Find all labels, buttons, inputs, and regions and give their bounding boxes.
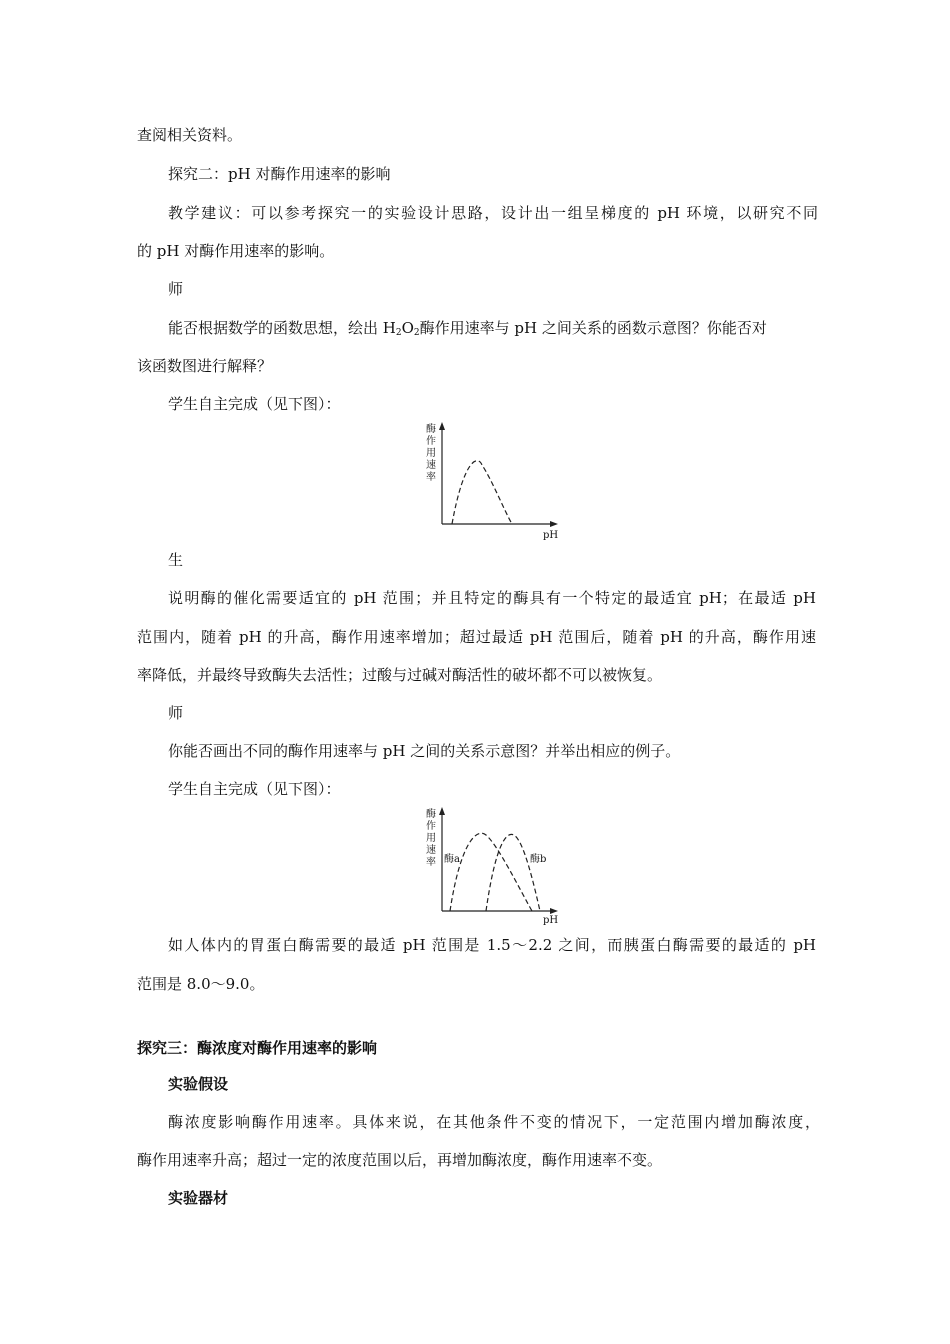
y-label-char: 酶	[426, 424, 436, 435]
text-line: 酶浓度影响酶作用速率。具体来说，在其他条件不变的情况下，一定范围内增加酶浓度，	[168, 1113, 820, 1131]
text-line: 率降低，并最终导致酶失去活性；过酸与过碱对酶活性的破坏都不可以被恢复。	[137, 666, 663, 684]
text-line: 如人体内的胃蛋白酶需要的最适 pH 范围是 1.5～2.2 之间，而胰蛋白酶需要的最适的 pH	[168, 936, 816, 954]
label-enzyme-b: 酶b	[530, 854, 547, 865]
text-line: 范围是 8.0～9.0。	[137, 975, 265, 993]
text-line: 查阅相关资料。	[137, 126, 243, 144]
y-label-char: 酶	[426, 809, 436, 820]
y-axis-arrow	[439, 807, 445, 815]
text-line: 教学建议：可以参考探究一的实验设计思路，设计出一组呈梯度的 pH 环境，以研究不同	[168, 204, 818, 222]
y-label-char: 率	[426, 857, 436, 868]
x-axis-arrow	[550, 908, 558, 914]
ph-rate-figure-single	[420, 420, 570, 542]
subheading-materials: 实验器材	[168, 1189, 229, 1207]
x-axis-label: pH	[543, 530, 559, 541]
speaker-teacher: 师	[168, 704, 184, 722]
text-line: 的 pH 对酶作用速率的影响。	[137, 242, 335, 260]
speaker-student: 生	[168, 551, 184, 569]
rate-curve	[452, 461, 512, 524]
text-line: 该函数图进行解释？	[137, 357, 273, 375]
text-line: 学生自主完成（见下图）：	[168, 395, 341, 413]
curve-enzyme-a	[450, 833, 532, 911]
section-title-inquiry-3: 探究三：酶浓度对酶作用速率的影响	[137, 1039, 378, 1057]
y-axis-arrow	[439, 422, 445, 430]
text-line: 学生自主完成（见下图）：	[168, 780, 341, 798]
question-line: 你能否画出不同的酶作用速率与 pH 之间的关系示意图？并举出相应的例子。	[168, 742, 681, 760]
y-label-char: 率	[426, 472, 436, 483]
subheading-hypothesis: 实验假设	[168, 1075, 229, 1093]
ph-rate-figure-two-enzymes	[420, 805, 570, 927]
y-label-char: 速	[426, 845, 436, 856]
text-line: 说明酶的催化需要适宜的 pH 范围；并且特定的酶具有一个特定的最适宜 pH；在最适 pH	[168, 589, 816, 607]
x-axis-label: pH	[543, 915, 559, 926]
label-enzyme-a: 酶a	[444, 854, 460, 865]
speaker-teacher: 师	[168, 280, 184, 298]
section-title-inquiry-2: 探究二：pH 对酶作用速率的影响	[168, 165, 391, 183]
text-line: 酶作用速率升高；超过一定的浓度范围以后，再增加酶浓度，酶作用速率不变。	[137, 1151, 663, 1169]
text-line: 范围内，随着 pH 的升高，酶作用速率增加；超过最适 pH 范围后，随着 pH 的升高，酶作用速	[137, 628, 816, 646]
question-line: 能否根据数学的函数思想，绘出 $H_2O_2$酶作用速率与 pH 之间关系的函数示意图？你能否对	[168, 319, 767, 338]
y-label-char: 速	[426, 460, 436, 471]
y-label-char: 作	[426, 436, 436, 447]
y-label-char: 作	[426, 821, 436, 832]
curve-enzyme-b	[486, 834, 540, 911]
x-axis-arrow	[550, 521, 558, 527]
y-label-char: 用	[426, 448, 436, 459]
y-label-char: 用	[426, 833, 436, 844]
